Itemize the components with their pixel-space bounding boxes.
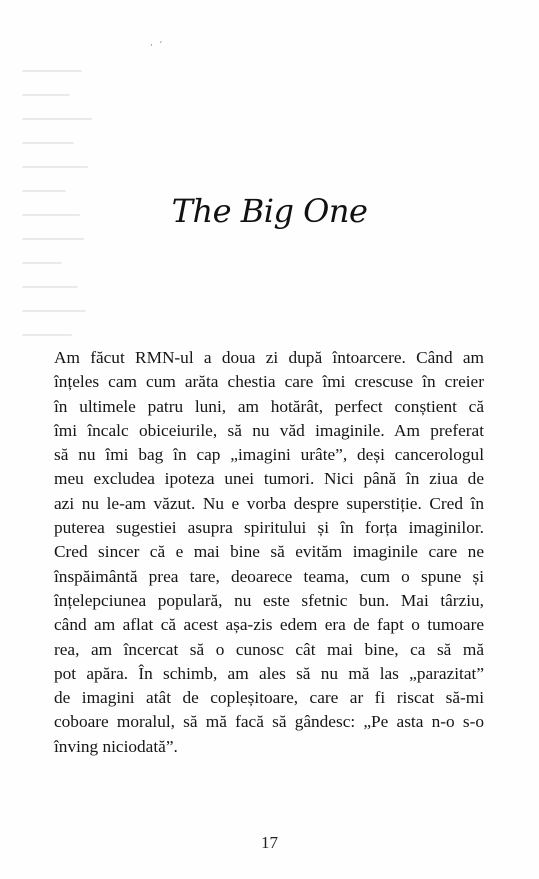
paragraph-line: înspăimântă prea tare, deoarece teama, cum o spune și [54, 566, 484, 586]
paragraph-line: coboare moralul, să mă facă să gândesc: „Pe asta n-o s-o [54, 712, 484, 732]
paragraph-line: să nu îmi bag în cap „imagini urâte”, deși cancerologul [54, 445, 484, 465]
paragraph-line: pot apăra. În schimb, am ales să nu mă las „parazitat” [54, 663, 484, 683]
paragraph-line: Am făcut RMN-ul a doua zi după întoarcere. Când am [54, 348, 484, 367]
paragraph-line: când am aflat că acest așa-zis edem era de fapt o tumoare [54, 615, 484, 635]
chapter-title: The Big One [171, 192, 368, 230]
paragraph-line: înțeles cam cum arăta chestia care îmi crescuse în creier [54, 372, 484, 392]
paragraph-line: meu excludea ipoteza unei tumori. Nici până în ziua de [54, 469, 484, 489]
bleed-through-marks [22, 70, 102, 390]
paragraph-line: azi nu le-am văzut. Nu e vorba despre superstiție. Cred în [54, 493, 484, 513]
paragraph-line: înving niciodată”. [54, 736, 178, 756]
paragraph-line: puterea sugestiei asupra spiritului și în forța imaginilor. [54, 518, 484, 538]
paragraph-line: îmi încalc obiceiurile, să nu văd imaginile. Am preferat [54, 420, 484, 440]
page-number: 17 [261, 833, 278, 852]
paragraph-line: înțelepciunea populară, nu este sfetnic bun. Mai târziu, [54, 590, 484, 610]
chapter-paragraph [54, 346, 484, 759]
paragraph-line: Cred sincer că e mai bine să evităm imaginile care ne [54, 542, 484, 562]
ink-speck: · ´ [150, 40, 165, 50]
paragraph-line: în ultimele patru luni, am hotărât, perfect conștient că [54, 396, 484, 416]
paragraph-line: de imagini atât de copleșitoare, care ar fi riscat să-mi [54, 688, 484, 708]
paragraph-line: rea, am încercat să o cunosc cât mai bine, ca să mă [54, 639, 484, 659]
